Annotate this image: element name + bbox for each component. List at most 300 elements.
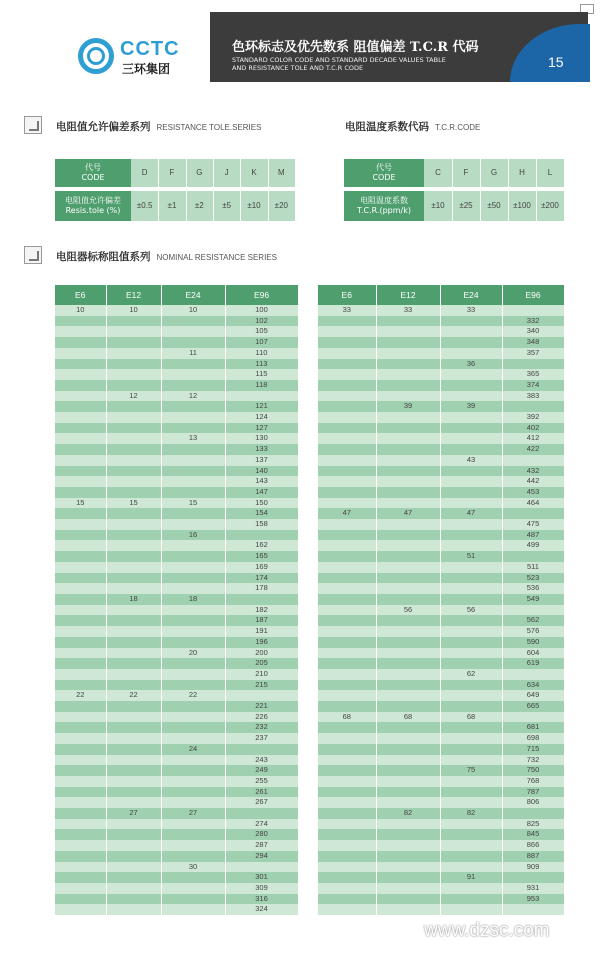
table-cell: 174 <box>225 573 298 584</box>
table-cell <box>440 637 502 648</box>
table-cell: 158 <box>225 519 298 530</box>
table-cell <box>55 326 106 337</box>
table-cell <box>106 540 161 551</box>
table-cell: 137 <box>225 455 298 466</box>
table-cell <box>376 669 440 680</box>
column-header-e24: E24 <box>161 285 225 305</box>
table-cell <box>161 583 225 594</box>
table-cell <box>161 359 225 370</box>
table-cell <box>161 412 225 423</box>
table-cell <box>106 722 161 733</box>
table-cell: 619 <box>502 658 564 669</box>
table-cell <box>106 605 161 616</box>
table-row <box>55 626 298 637</box>
table-row <box>318 326 564 337</box>
table-cell <box>55 755 106 766</box>
table-cell <box>55 776 106 787</box>
table-cell <box>55 380 106 391</box>
table-cell <box>376 648 440 659</box>
table-cell <box>376 894 440 905</box>
table-cell <box>225 594 298 605</box>
tolerance-value-header-cn: 电阻值允许偏差 <box>65 196 121 205</box>
table-row <box>55 776 298 787</box>
tcr-title-cn: 电阻温度系数代码 <box>345 121 429 133</box>
table-cell <box>55 808 106 819</box>
table-cell <box>106 508 161 519</box>
tcr-code-cell: F <box>463 168 469 177</box>
table-row <box>55 840 298 851</box>
table-cell: 309 <box>225 883 298 894</box>
table-row <box>318 444 564 455</box>
table-cell <box>376 391 440 402</box>
table-cell: 33 <box>440 305 502 316</box>
table-row <box>55 444 298 455</box>
table-cell: 10 <box>55 305 106 316</box>
table-cell: 442 <box>502 476 564 487</box>
company-logo <box>78 36 188 82</box>
table-cell <box>106 797 161 808</box>
section-arrow-icon <box>24 246 42 264</box>
table-cell <box>376 380 440 391</box>
table-cell <box>376 423 440 434</box>
table-cell: 162 <box>225 540 298 551</box>
table-row <box>318 401 564 412</box>
table-row <box>318 808 564 819</box>
table-cell <box>440 369 502 380</box>
table-row <box>318 562 564 573</box>
table-cell <box>376 904 440 915</box>
table-cell <box>106 444 161 455</box>
table-row <box>318 755 564 766</box>
table-row <box>55 690 298 701</box>
table-cell <box>440 498 502 509</box>
table-cell: 196 <box>225 637 298 648</box>
table-cell <box>440 316 502 327</box>
tcr-code-cell: L <box>547 168 553 177</box>
table-cell: 39 <box>440 401 502 412</box>
table-cell <box>376 626 440 637</box>
table-cell <box>106 904 161 915</box>
table-cell <box>106 348 161 359</box>
logo-text-cn: 三环集团 <box>122 62 171 76</box>
table-cell <box>440 840 502 851</box>
table-cell <box>376 466 440 477</box>
table-cell <box>55 744 106 755</box>
table-cell: 75 <box>440 765 502 776</box>
table-cell <box>376 733 440 744</box>
tolerance-section-title <box>56 119 261 134</box>
table-cell: 12 <box>161 391 225 402</box>
table-cell <box>161 615 225 626</box>
table-cell: 39 <box>376 401 440 412</box>
table-cell <box>106 669 161 680</box>
table-cell <box>106 776 161 787</box>
table-cell <box>106 455 161 466</box>
table-cell <box>106 872 161 883</box>
tcr-code-header <box>344 159 424 187</box>
table-cell: 165 <box>225 551 298 562</box>
tcr-cell-divider <box>480 159 481 221</box>
table-cell: 15 <box>55 498 106 509</box>
tolerance-code-cell: J <box>224 168 229 177</box>
table-row <box>318 305 564 316</box>
table-cell <box>318 862 376 873</box>
table-cell <box>106 744 161 755</box>
table-row <box>55 369 298 380</box>
table-cell <box>106 401 161 412</box>
table-cell <box>161 722 225 733</box>
table-cell: 105 <box>225 326 298 337</box>
table-cell <box>376 412 440 423</box>
table-cell <box>161 851 225 862</box>
table-cell <box>318 883 376 894</box>
table-cell <box>106 862 161 873</box>
table-cell <box>318 829 376 840</box>
table-cell <box>440 733 502 744</box>
table-cell: 453 <box>502 487 564 498</box>
table-cell <box>376 369 440 380</box>
table-cell: 432 <box>502 466 564 477</box>
table-cell: 511 <box>502 562 564 573</box>
tcr-code-cell: H <box>519 168 525 177</box>
table-cell: 732 <box>502 755 564 766</box>
table-cell: 825 <box>502 819 564 830</box>
table-row <box>318 380 564 391</box>
table-cell <box>502 359 564 370</box>
table-cell <box>440 412 502 423</box>
table-cell <box>106 637 161 648</box>
table-cell: 806 <box>502 797 564 808</box>
table-cell <box>440 680 502 691</box>
table-cell <box>55 615 106 626</box>
tolerance-code-header <box>55 159 131 187</box>
table-cell <box>376 658 440 669</box>
table-cell: 143 <box>225 476 298 487</box>
table-cell <box>502 508 564 519</box>
table-row <box>318 733 564 744</box>
table-cell: 22 <box>106 690 161 701</box>
table-cell: 191 <box>225 626 298 637</box>
table-row <box>55 904 298 915</box>
table-cell <box>318 433 376 444</box>
table-cell: 36 <box>440 359 502 370</box>
table-cell <box>318 498 376 509</box>
table-cell <box>55 829 106 840</box>
table-cell <box>318 369 376 380</box>
table-cell: 150 <box>225 498 298 509</box>
table-cell <box>440 594 502 605</box>
table-cell <box>440 648 502 659</box>
table-cell <box>440 337 502 348</box>
column-header-e96: E96 <box>502 285 564 305</box>
table-row <box>318 433 564 444</box>
table-row <box>55 605 298 616</box>
table-cell: 487 <box>502 530 564 541</box>
table-cell <box>440 562 502 573</box>
table-cell <box>440 744 502 755</box>
table-cell <box>376 797 440 808</box>
table-cell: 243 <box>225 755 298 766</box>
table-cell <box>106 787 161 798</box>
table-cell <box>106 701 161 712</box>
table-cell <box>161 755 225 766</box>
table-cell <box>106 851 161 862</box>
table-cell <box>502 551 564 562</box>
tcr-value-cell: ±200 <box>541 201 559 210</box>
table-cell: 124 <box>225 412 298 423</box>
logo-text-en: CCTC <box>120 38 180 60</box>
table-cell <box>225 744 298 755</box>
table-row <box>55 455 298 466</box>
table-cell: 383 <box>502 391 564 402</box>
table-cell: 604 <box>502 648 564 659</box>
table-cell: 665 <box>502 701 564 712</box>
table-cell <box>318 776 376 787</box>
table-cell <box>106 680 161 691</box>
table-cell <box>318 819 376 830</box>
table-cell <box>376 872 440 883</box>
table-cell: 15 <box>106 498 161 509</box>
table-cell: 590 <box>502 637 564 648</box>
table-row <box>318 851 564 862</box>
table-cell: 10 <box>161 305 225 316</box>
tcr-value-cell: ±50 <box>487 201 501 210</box>
table-cell <box>55 359 106 370</box>
table-cell: 750 <box>502 765 564 776</box>
tcr-value-cell: ±100 <box>513 201 531 210</box>
table-cell: 866 <box>502 840 564 851</box>
table-cell <box>376 573 440 584</box>
table-cell <box>376 776 440 787</box>
table-cell: 226 <box>225 712 298 723</box>
table-cell <box>318 519 376 530</box>
table-cell <box>161 733 225 744</box>
table-cell <box>225 530 298 541</box>
tcr-code-header-en: CODE <box>372 173 396 182</box>
table-cell <box>318 851 376 862</box>
table-row <box>318 455 564 466</box>
table-cell <box>502 808 564 819</box>
table-row <box>55 562 298 573</box>
tcr-code-cell: C <box>435 168 441 177</box>
table-cell: 237 <box>225 733 298 744</box>
table-cell <box>440 423 502 434</box>
table-cell <box>106 476 161 487</box>
table-cell <box>440 530 502 541</box>
table-cell <box>55 487 106 498</box>
tcr-value-header-cn: 电阻温度系数 <box>360 196 408 205</box>
table-row <box>318 797 564 808</box>
table-row <box>55 487 298 498</box>
table-row <box>318 615 564 626</box>
table-cell <box>55 862 106 873</box>
table-cell <box>106 615 161 626</box>
table-cell: 27 <box>106 808 161 819</box>
table-cell: 357 <box>502 348 564 359</box>
table-cell <box>55 348 106 359</box>
table-cell <box>440 862 502 873</box>
table-row <box>318 829 564 840</box>
table-row <box>318 605 564 616</box>
table-cell <box>55 669 106 680</box>
table-cell: 68 <box>376 712 440 723</box>
table-cell: 169 <box>225 562 298 573</box>
table-cell: 715 <box>502 744 564 755</box>
table-cell <box>55 519 106 530</box>
table-cell <box>55 412 106 423</box>
table-row <box>55 722 298 733</box>
table-cell <box>440 380 502 391</box>
table-cell <box>55 712 106 723</box>
table-row <box>318 819 564 830</box>
table-row <box>55 851 298 862</box>
table-cell <box>161 401 225 412</box>
table-cell: 154 <box>225 508 298 519</box>
table-cell <box>318 605 376 616</box>
table-cell <box>318 872 376 883</box>
table-cell <box>440 776 502 787</box>
table-cell <box>376 487 440 498</box>
table-cell: 402 <box>502 423 564 434</box>
table-cell: 91 <box>440 872 502 883</box>
table-cell: 649 <box>502 690 564 701</box>
table-row <box>55 744 298 755</box>
table-cell: 62 <box>440 669 502 680</box>
table-cell <box>225 690 298 701</box>
table-cell: 20 <box>161 648 225 659</box>
table-cell <box>161 423 225 434</box>
table-cell <box>376 701 440 712</box>
table-cell <box>55 637 106 648</box>
table-cell <box>55 680 106 691</box>
table-cell: 274 <box>225 819 298 830</box>
table-cell: 294 <box>225 851 298 862</box>
table-row <box>318 787 564 798</box>
table-cell <box>55 733 106 744</box>
table-cell <box>440 658 502 669</box>
table-cell <box>55 648 106 659</box>
table-cell <box>55 787 106 798</box>
table-row <box>318 498 564 509</box>
table-cell <box>318 787 376 798</box>
table-cell <box>55 594 106 605</box>
table-cell <box>318 648 376 659</box>
table-row <box>55 862 298 873</box>
table-cell: 33 <box>376 305 440 316</box>
table-cell: 68 <box>318 712 376 723</box>
table-cell: 909 <box>502 862 564 873</box>
table-row <box>55 508 298 519</box>
tolerance-title-cn: 电阻值允许偏差系列 <box>56 121 151 133</box>
table-cell <box>161 380 225 391</box>
table-cell <box>440 433 502 444</box>
table-cell <box>318 444 376 455</box>
table-row <box>318 476 564 487</box>
table-cell <box>440 583 502 594</box>
table-cell <box>161 658 225 669</box>
table-cell <box>318 359 376 370</box>
table-row <box>55 412 298 423</box>
table-cell: 392 <box>502 412 564 423</box>
table-row <box>55 305 298 316</box>
tolerance-code-cell: K <box>251 168 257 177</box>
table-cell <box>440 348 502 359</box>
page-subtitle-line1: STANDARD COLOR CODE AND STANDARD DECADE VALUES TABLE <box>232 56 446 64</box>
table-cell <box>106 583 161 594</box>
tolerance-cell-divider <box>186 159 187 221</box>
tolerance-code-cell: F <box>169 168 175 177</box>
column-header-e12: E12 <box>376 285 440 305</box>
table-row <box>55 701 298 712</box>
table-cell <box>161 605 225 616</box>
table-cell <box>55 530 106 541</box>
tcr-section-title <box>345 119 480 134</box>
tolerance-cell-divider <box>158 159 159 221</box>
table-row <box>318 316 564 327</box>
table-cell <box>225 862 298 873</box>
table-row <box>318 883 564 894</box>
table-cell <box>106 519 161 530</box>
column-header-e96: E96 <box>225 285 298 305</box>
table-cell <box>318 904 376 915</box>
table-cell <box>161 787 225 798</box>
table-row <box>318 680 564 691</box>
tolerance-code-cell: M <box>277 168 285 177</box>
table-cell <box>376 755 440 766</box>
table-cell: 47 <box>376 508 440 519</box>
table-cell: 43 <box>440 455 502 466</box>
table-cell <box>55 391 106 402</box>
table-cell: 475 <box>502 519 564 530</box>
table-row <box>318 862 564 873</box>
table-cell <box>440 326 502 337</box>
table-cell: 523 <box>502 573 564 584</box>
table-row <box>318 712 564 723</box>
table-cell <box>106 819 161 830</box>
nominal-title-en: NOMINAL RESISTANCE SERIES <box>156 253 277 262</box>
table-cell <box>376 583 440 594</box>
table-cell <box>440 819 502 830</box>
table-cell <box>440 540 502 551</box>
table-cell <box>106 433 161 444</box>
table-cell <box>318 765 376 776</box>
table-cell: 127 <box>225 423 298 434</box>
table-row <box>318 508 564 519</box>
table-cell <box>55 444 106 455</box>
table-cell <box>55 883 106 894</box>
table-cell <box>161 487 225 498</box>
table-cell: 47 <box>440 508 502 519</box>
table-row <box>318 744 564 755</box>
table-cell: 499 <box>502 540 564 551</box>
table-cell <box>55 765 106 776</box>
table-row <box>318 530 564 541</box>
table-cell <box>55 605 106 616</box>
table-cell <box>55 840 106 851</box>
table-cell: 22 <box>55 690 106 701</box>
table-cell <box>376 498 440 509</box>
table-cell: 316 <box>225 894 298 905</box>
nominal-series-table-right <box>318 285 565 915</box>
table-cell <box>376 444 440 455</box>
table-cell <box>55 583 106 594</box>
table-row <box>318 872 564 883</box>
table-cell <box>106 562 161 573</box>
table-cell <box>55 626 106 637</box>
table-row <box>55 594 298 605</box>
table-row <box>318 840 564 851</box>
tolerance-title-en: RESISTANCE TOLE.SERIES <box>156 123 262 132</box>
